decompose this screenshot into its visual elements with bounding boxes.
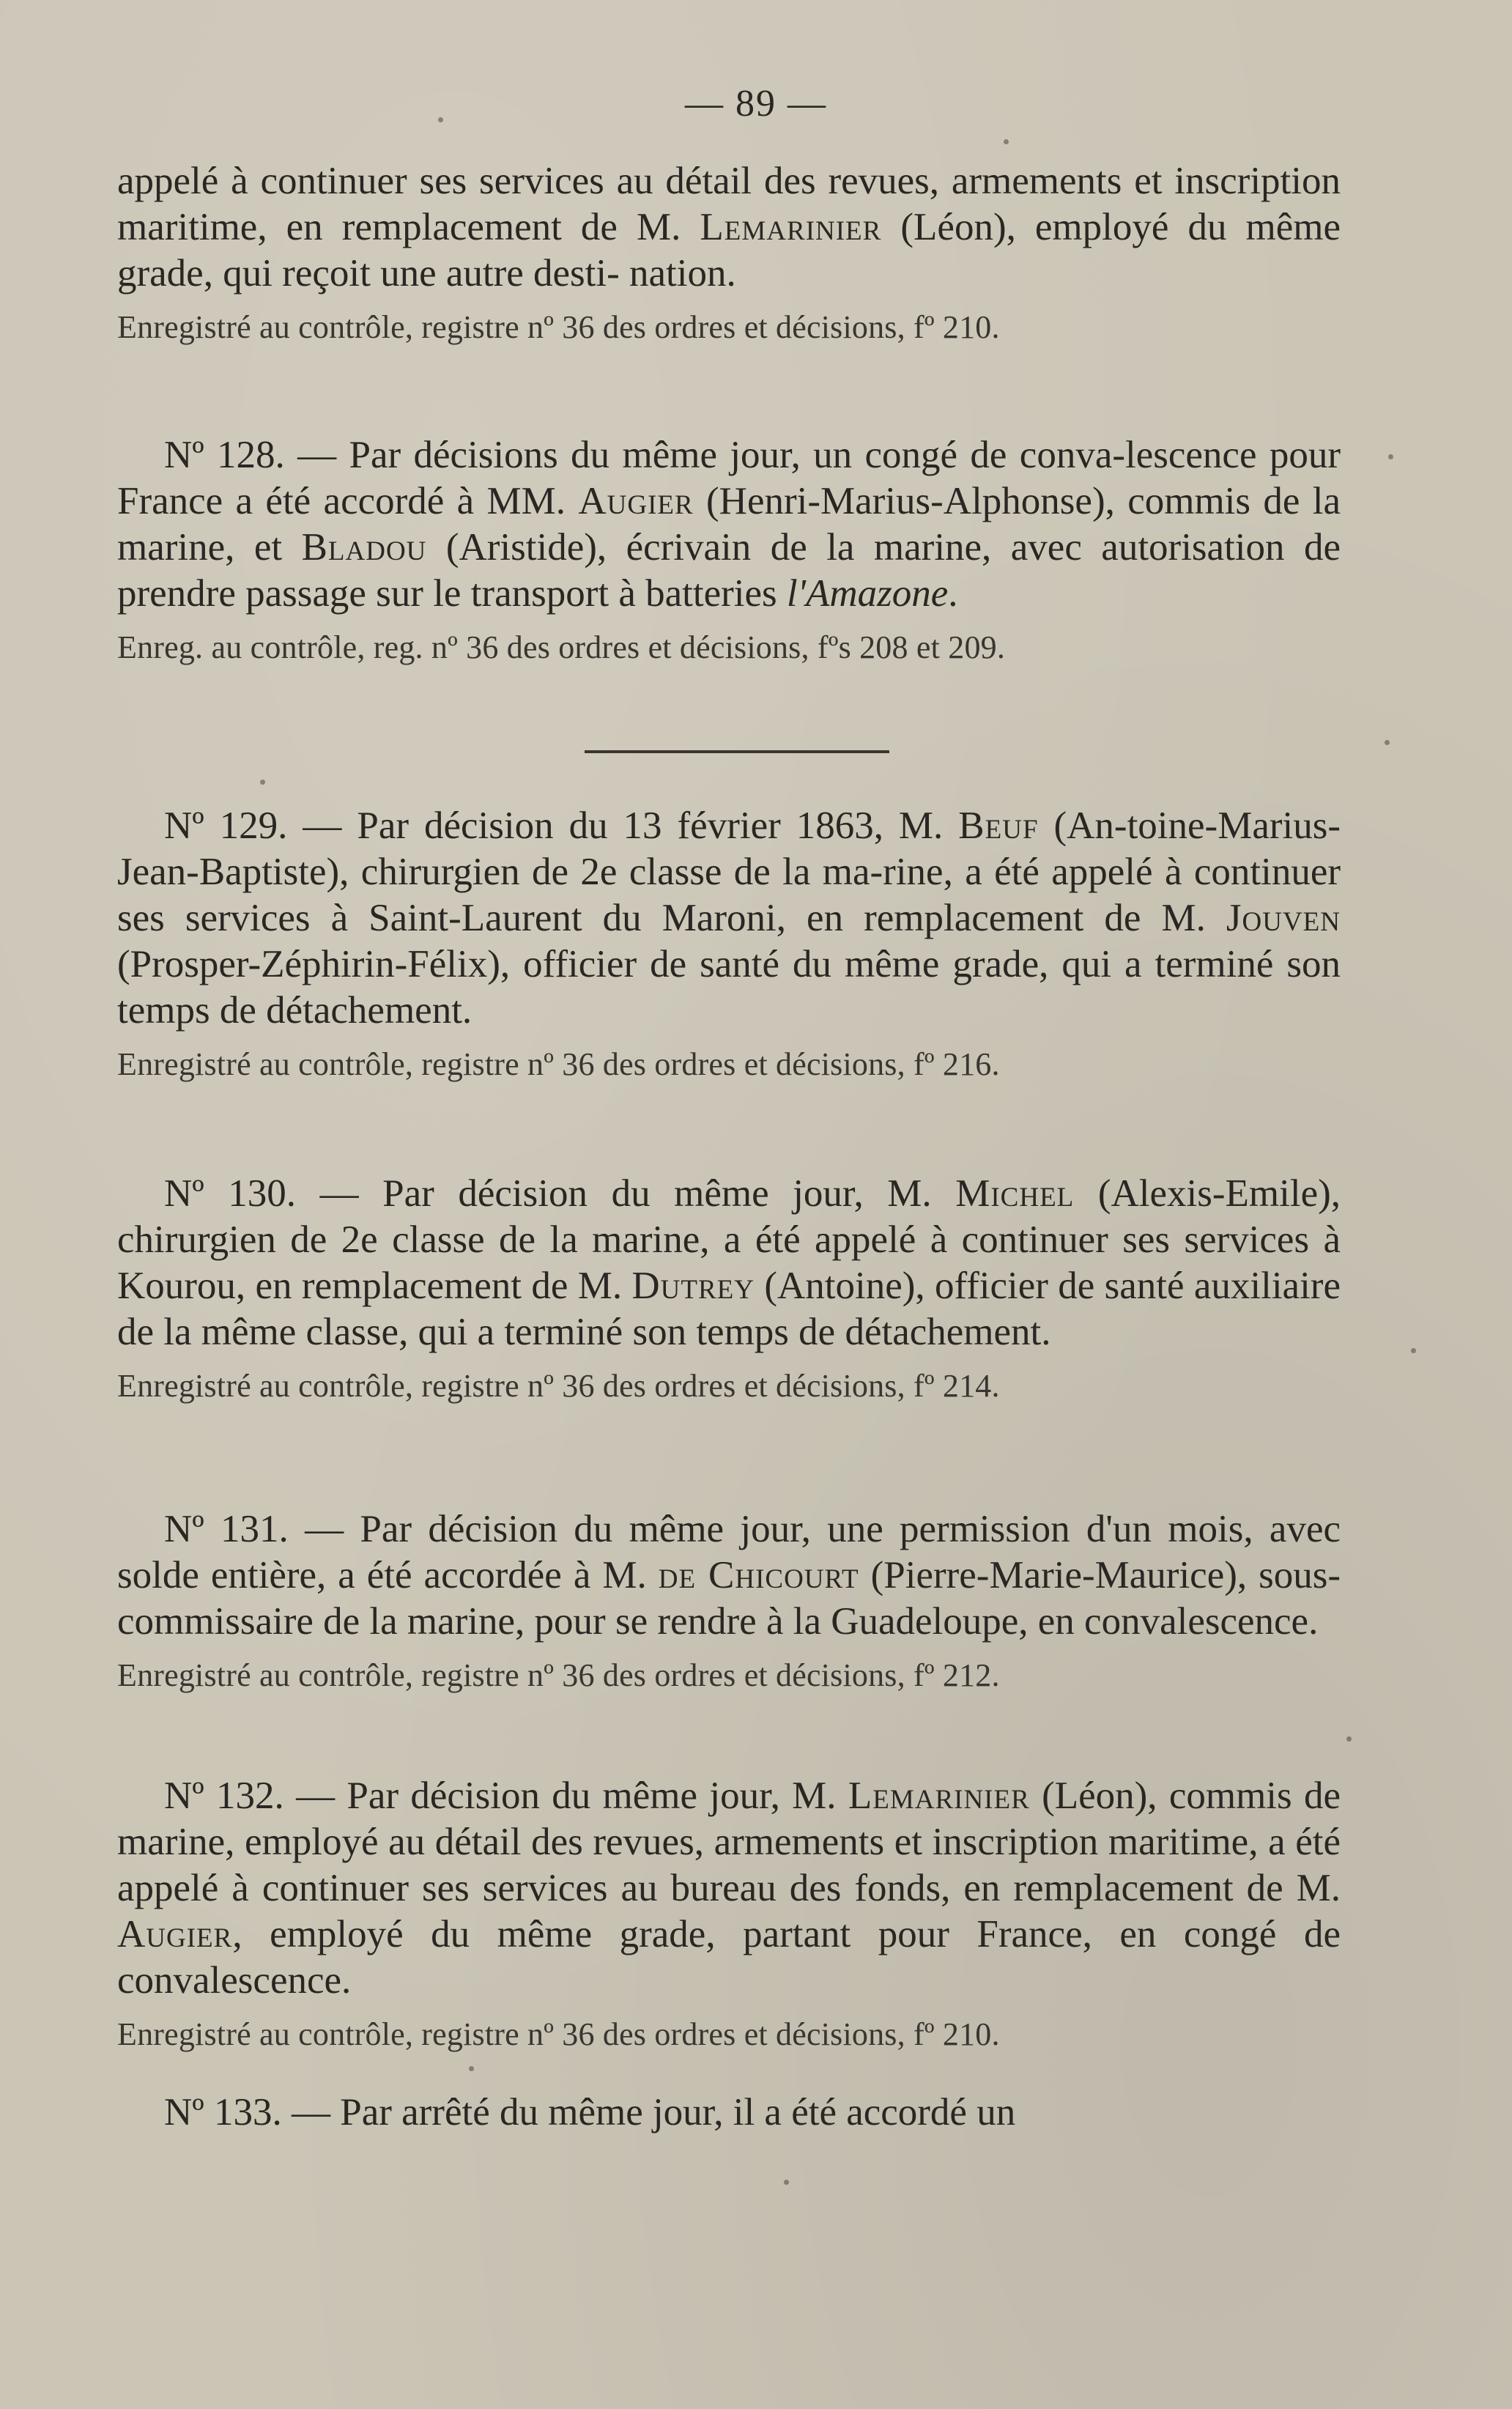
text-run: — Par décision du même jour, M. (284, 1775, 848, 1817)
paper-speck (1004, 139, 1009, 144)
paper-speck (1385, 740, 1390, 745)
entry-text (117, 1506, 1341, 1645)
person-name: Lemarinier (848, 1775, 1030, 1817)
separator-rule (585, 750, 889, 753)
person-name: Beuf (958, 804, 1039, 847)
text-run: (Pierre-Marie-Maurice), sous-commissaire de la marine, pour se rendre à la Guadeloupe, en convalescence. (117, 1554, 1341, 1643)
text-run: (Aristide), écrivain de la marine, avec autorisation de prendre passage sur le transport à batteries (117, 526, 1341, 615)
registration-note: Enregistré au contrôle, registre nº 36 des ordres et décisions, fº 216. (117, 1046, 1000, 1082)
person-name: Lemarinier (700, 206, 882, 248)
registration-note: Enregistré au contrôle, registre nº 36 des ordres et décisions, fº 212. (117, 1657, 1000, 1693)
registration-note: Enreg. au contrôle, reg. nº 36 des ordres et décisions, fºs 208 et 209. (117, 629, 1006, 665)
entry-text (117, 1773, 1341, 2004)
text-run: (Antoine), officier de santé auxiliaire de la même classe, qui a terminé son temps de détachement. (117, 1265, 1341, 1353)
person-name: Augier (117, 1913, 233, 1955)
paper-speck (784, 2180, 789, 2185)
text-run: (An-toine-Marius-Jean-Baptiste), chirurgien de 2e classe de la ma-rine, a été appelé à continuer ses services à Saint-Laurent du Maroni, en remplacement de M. (117, 804, 1341, 939)
person-name: de Chicourt (658, 1554, 859, 1596)
entry-text (117, 432, 1341, 617)
entry-text (117, 1171, 1341, 1355)
text-run: — Par décisions du même jour, un congé de conva-lescence pour France a été accordé à MM. (117, 434, 1341, 522)
person-name: Bladou (301, 526, 427, 569)
ship-name: l'Amazone (786, 572, 949, 615)
person-name: Jouven (1226, 897, 1341, 939)
person-name: Dutrey (631, 1265, 755, 1307)
text-run: (Henri-Marius-Alphonse), commis de la marine, et (117, 480, 1341, 569)
text-line: appelé à continuer ses services au détail des revues, armements (117, 160, 1122, 202)
entry-number: Nº 130. (164, 1172, 297, 1215)
registration-note: Enregistré au contrôle, registre nº 36 des ordres et décisions, fº 214. (117, 1368, 1000, 1404)
entry-number: Nº 131. (164, 1508, 289, 1550)
entry-text (117, 803, 1341, 1034)
entry-number: Nº 132. (164, 1775, 284, 1817)
entry-continuation (117, 158, 1341, 348)
text-line: et inscription maritime, en remplacement de M. (117, 160, 1341, 248)
text-run: — Par décision du même jour, une permission d'un mois, avec solde entière, a été accordée à M. (117, 1508, 1341, 1596)
registration-note: Enregistré au contrôle, registre nº 36 des ordres et décisions, fº 210. (117, 2016, 1000, 2052)
text-run: (Prosper-Zéphirin-Félix), officier de santé du même grade, qui a terminé son temps de détachement. (117, 943, 1341, 1032)
paper-speck (438, 117, 443, 122)
paper-speck (1388, 454, 1393, 459)
entry-number: Nº 133. (164, 2091, 282, 2134)
registration-note: Enregistré au contrôle, registre nº 36 des ordres et décisions, fº 210. (117, 309, 1000, 345)
text-run: . (948, 572, 958, 615)
text-run: (Léon), commis de marine, employé au détail des revues, armements et inscription maritime, a été appelé à continuer ses services au bureau des fonds, en remplacement de M. (117, 1775, 1341, 1909)
entry-128 (117, 432, 1341, 668)
text-run: — Par décision du même jour, M. (296, 1172, 956, 1215)
entry-number: Nº 129. (164, 804, 288, 847)
entry-number: Nº 128. (164, 434, 285, 476)
paper-speck (469, 2066, 474, 2071)
person-name: Michel (955, 1172, 1075, 1215)
entry-133 (117, 2090, 1341, 2136)
entry-130 (117, 1171, 1341, 1407)
text-run: — Par arrêté du même jour, il a été accordé un (281, 2091, 1016, 2134)
person-name: Augier (578, 480, 694, 522)
text-line: (Léon), employé du même grade, qui reçoit une autre desti- (117, 206, 1341, 295)
entry-text (117, 158, 1341, 297)
paper-speck (1411, 1348, 1416, 1353)
text-run: , employé du même grade, partant pour France, en congé de convalescence. (117, 1913, 1341, 2002)
entry-text (117, 2090, 1341, 2136)
paper-speck (1346, 1736, 1352, 1742)
entry-132 (117, 1773, 1341, 2055)
entry-129 (117, 803, 1341, 1085)
text-run: (Alexis-Emile), chirurgien de 2e classe de la marine, a été appelé à continuer ses services à Kourou, en remplacement de M. (117, 1172, 1341, 1307)
entry-131 (117, 1506, 1341, 1696)
text-run: — Par décision du 13 février 1863, M. (287, 804, 959, 847)
page-number: — 89 — (685, 83, 827, 125)
text-line: nation. (629, 252, 736, 295)
paper-speck (260, 780, 265, 785)
